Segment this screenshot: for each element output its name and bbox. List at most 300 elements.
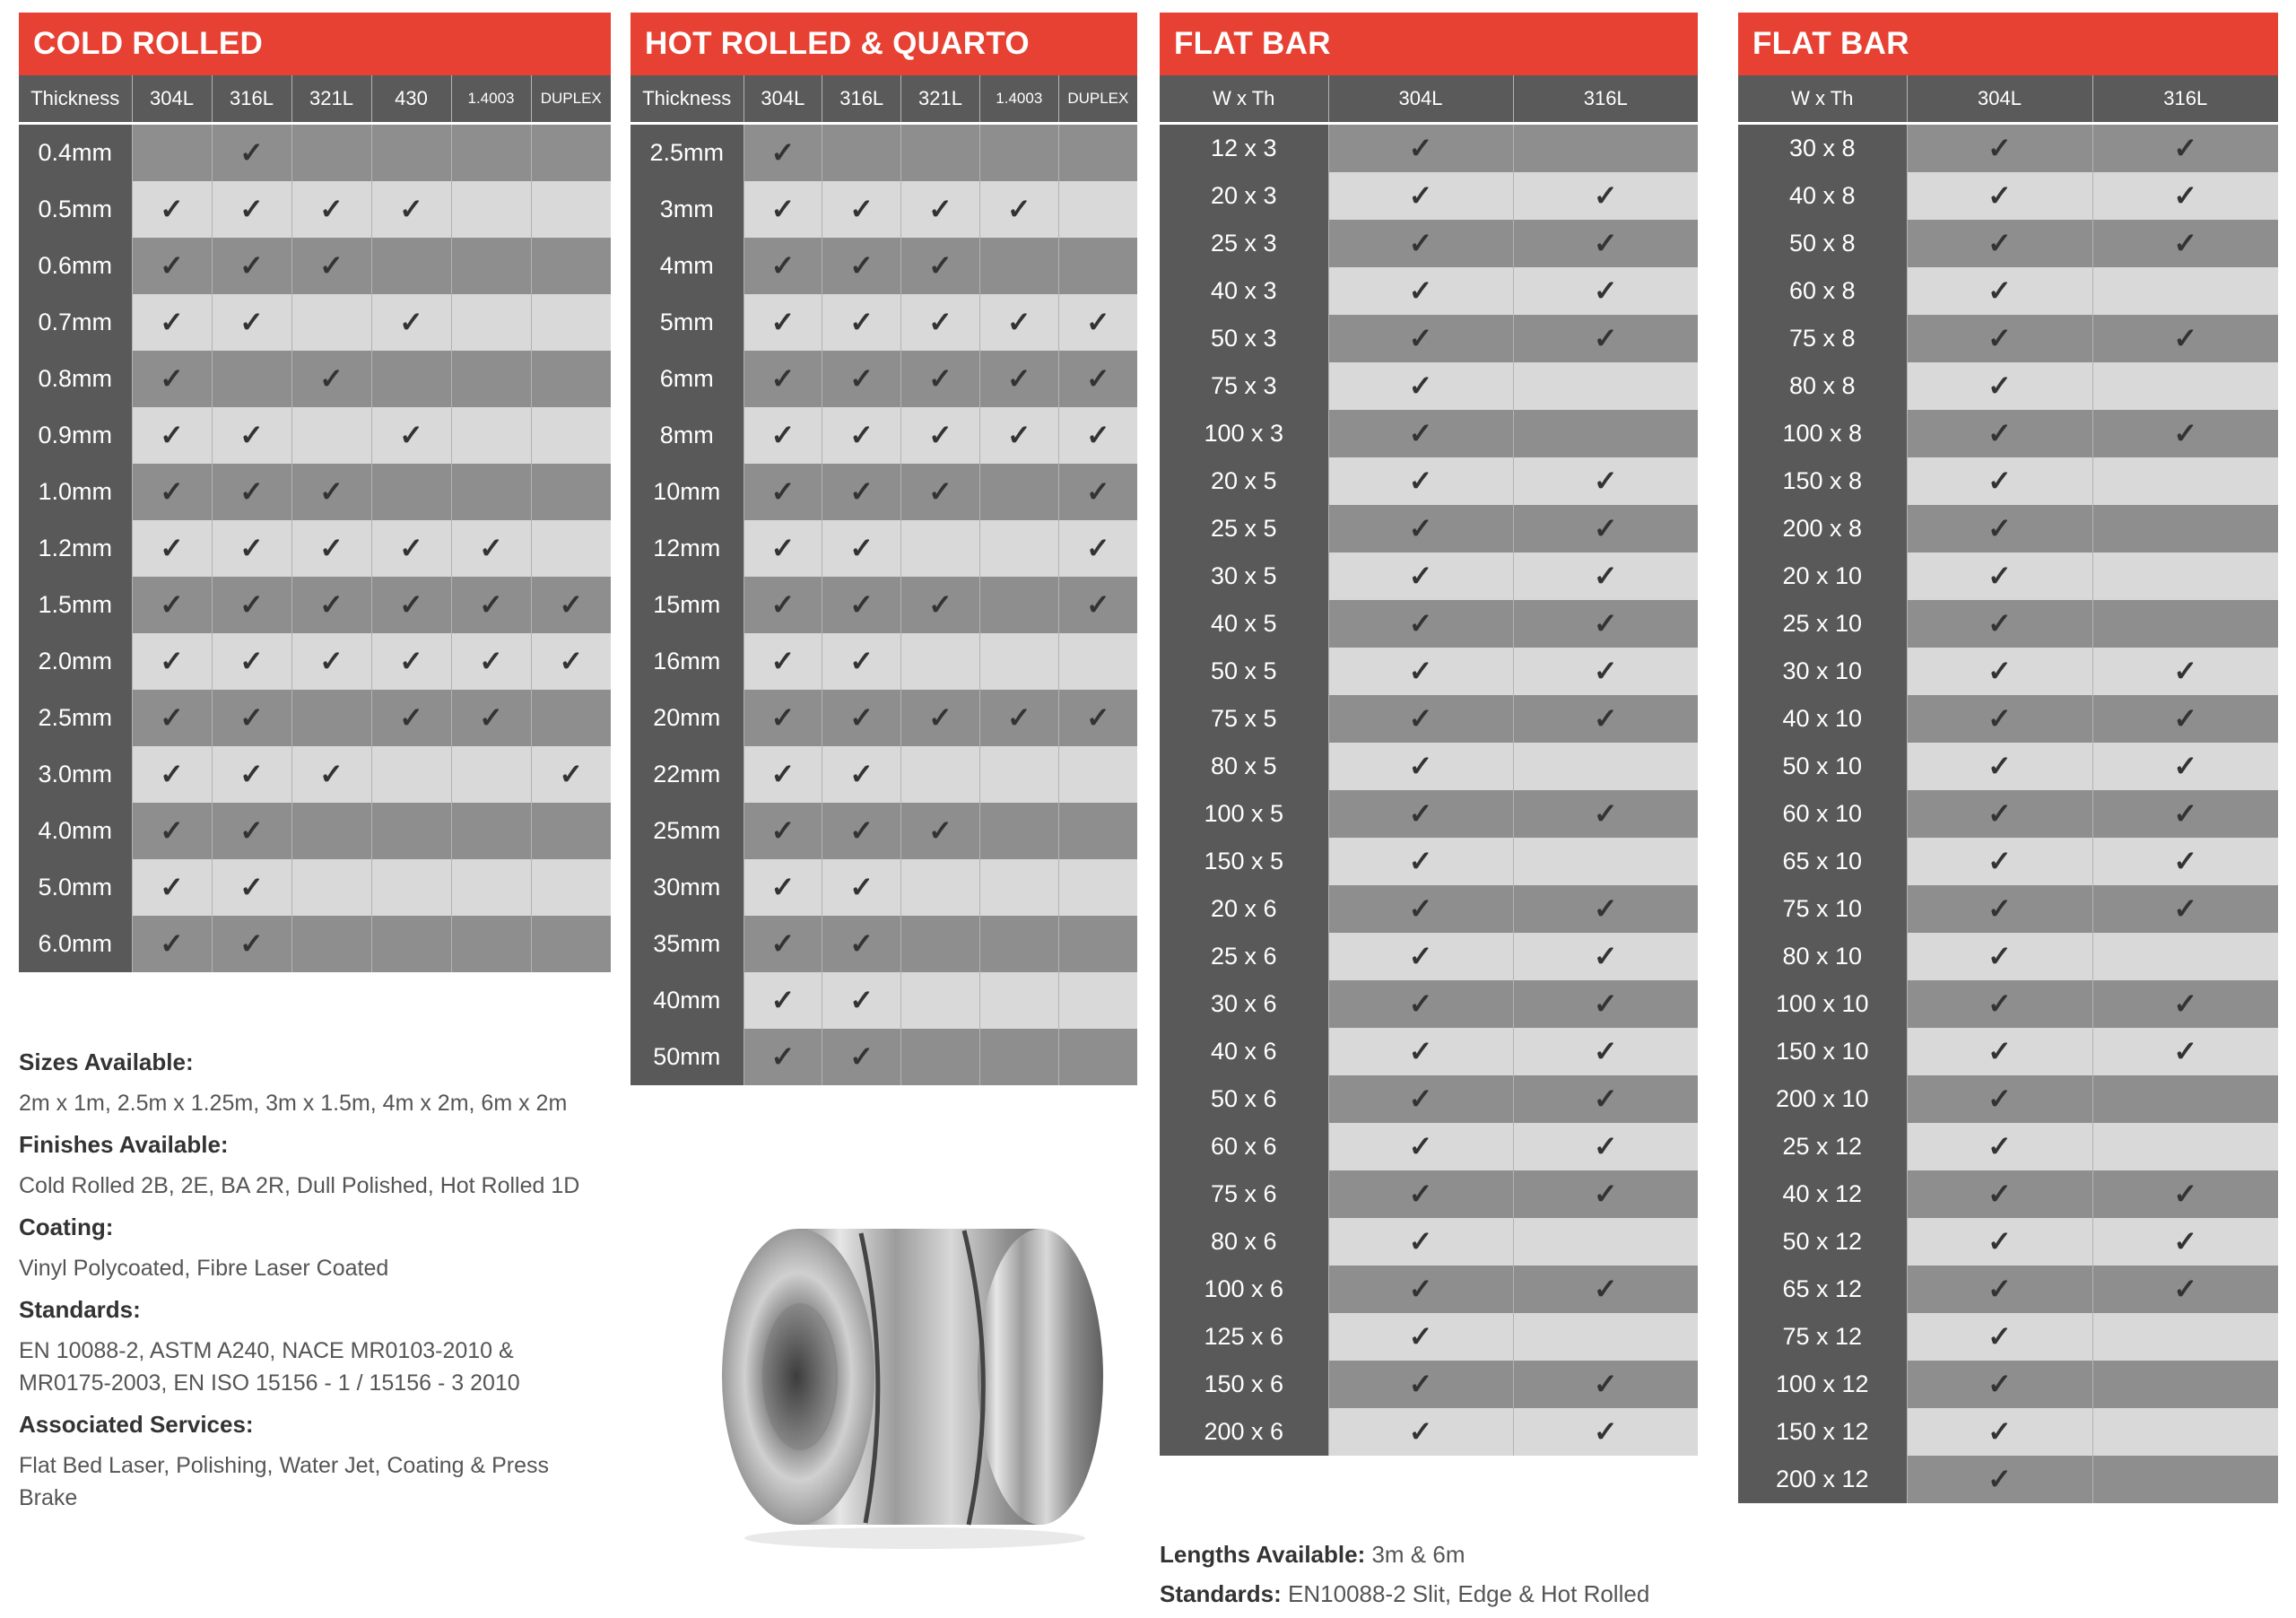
- row-label: 0.8mm: [19, 351, 132, 407]
- availability-cell: [531, 577, 611, 633]
- availability-cell: [212, 125, 291, 181]
- check-icon: ✓: [1408, 844, 1433, 877]
- check-icon: ✓: [1408, 1367, 1433, 1400]
- availability-cell: [291, 803, 371, 859]
- availability-cell: [979, 1029, 1058, 1085]
- availability-cell: [1328, 410, 1513, 457]
- header-row: [19, 75, 611, 122]
- table-row: [1160, 1313, 1698, 1361]
- availability-cell: [979, 972, 1058, 1029]
- flat-bar-standards-note: [1160, 1580, 1649, 1608]
- row-label: 50 x 6: [1160, 1075, 1328, 1123]
- table-row: [631, 520, 1137, 577]
- availability-cell: [1328, 838, 1513, 885]
- availability-cell: [2092, 505, 2278, 552]
- check-icon: ✓: [1408, 369, 1433, 402]
- availability-cell: [451, 746, 531, 803]
- availability-cell: [822, 746, 901, 803]
- availability-cell: [1328, 505, 1513, 552]
- check-icon: ✓: [160, 587, 184, 621]
- table-row: [1738, 600, 2278, 648]
- table-row: [1160, 648, 1698, 695]
- check-icon: ✓: [239, 248, 264, 282]
- column-header: Thickness: [19, 75, 132, 122]
- table-row: [631, 294, 1137, 351]
- row-label: 6mm: [631, 351, 744, 407]
- availability-cell: [1328, 362, 1513, 410]
- check-icon: ✓: [2173, 416, 2198, 449]
- check-icon: ✓: [849, 192, 874, 225]
- availability-cell: [1907, 457, 2092, 505]
- check-icon: ✓: [1408, 1129, 1433, 1162]
- check-icon: ✓: [1408, 131, 1433, 164]
- row-label: 100 x 10: [1738, 980, 1907, 1028]
- check-icon: ✓: [1987, 939, 2012, 972]
- table-row: [1160, 1408, 1698, 1456]
- availability-cell: [212, 803, 291, 859]
- table-row: [1738, 267, 2278, 315]
- check-icon: ✓: [1987, 987, 2012, 1020]
- hot-rolled-table: [631, 75, 1137, 1085]
- table-row: [1160, 362, 1698, 410]
- check-icon: ✓: [399, 418, 423, 451]
- availability-cell: [744, 294, 822, 351]
- availability-cell: [1058, 181, 1137, 238]
- availability-cell: [212, 181, 291, 238]
- availability-cell: [1907, 315, 2092, 362]
- availability-cell: [1328, 1075, 1513, 1123]
- row-label: 40 x 3: [1160, 267, 1328, 315]
- availability-cell: [1907, 790, 2092, 838]
- table-row: [1738, 648, 2278, 695]
- availability-cell: [2092, 1028, 2278, 1075]
- table-row: [1738, 695, 2278, 743]
- check-icon: ✓: [160, 757, 184, 790]
- check-icon: ✓: [1593, 939, 1618, 972]
- check-icon: ✓: [770, 1040, 796, 1073]
- availability-cell: [1513, 362, 1698, 410]
- availability-cell: [1907, 410, 2092, 457]
- availability-cell: [451, 690, 531, 746]
- check-icon: ✓: [849, 361, 874, 395]
- check-icon: ✓: [1408, 178, 1433, 212]
- availability-cell: [132, 859, 212, 916]
- availability-cell: [451, 520, 531, 577]
- table-row: [631, 859, 1137, 916]
- row-label: 80 x 8: [1738, 362, 1907, 410]
- row-label: 75 x 5: [1160, 695, 1328, 743]
- table-row: [19, 464, 611, 520]
- availability-cell: [132, 633, 212, 690]
- availability-cell: [132, 803, 212, 859]
- availability-cell: [1328, 1123, 1513, 1170]
- availability-cell: [132, 690, 212, 746]
- availability-cell: [901, 520, 980, 577]
- check-icon: ✓: [770, 983, 796, 1016]
- availability-cell: [979, 859, 1058, 916]
- availability-cell: [212, 351, 291, 407]
- check-icon: ✓: [1987, 1272, 2012, 1305]
- availability-cell: [1328, 1028, 1513, 1075]
- check-icon: ✓: [770, 644, 796, 677]
- check-icon: ✓: [160, 700, 184, 734]
- table-row: [1738, 362, 2278, 410]
- availability-cell: [291, 294, 371, 351]
- row-label: 150 x 10: [1738, 1028, 1907, 1075]
- check-icon: ✓: [770, 587, 796, 621]
- table-row: [1738, 933, 2278, 980]
- availability-cell: [2092, 457, 2278, 505]
- row-label: 20mm: [631, 690, 744, 746]
- availability-cell: [1328, 315, 1513, 362]
- availability-cell: [2092, 220, 2278, 267]
- availability-cell: [1328, 790, 1513, 838]
- availability-cell: [744, 972, 822, 1029]
- steel-coil-image: [700, 1193, 1121, 1552]
- availability-cell: [979, 746, 1058, 803]
- availability-cell: [901, 577, 980, 633]
- table-row: [1160, 267, 1698, 315]
- check-icon: ✓: [1987, 321, 2012, 354]
- availability-cell: [531, 803, 611, 859]
- availability-cell: [901, 125, 980, 181]
- availability-cell: [1328, 457, 1513, 505]
- row-label: 4mm: [631, 238, 744, 294]
- table-row: [1738, 315, 2278, 362]
- availability-cell: [291, 125, 371, 181]
- check-icon: ✓: [849, 418, 874, 451]
- table-row: [631, 916, 1137, 972]
- check-icon: ✓: [2173, 701, 2198, 735]
- availability-cell: [979, 464, 1058, 520]
- check-icon: ✓: [2173, 321, 2198, 354]
- table-row: [1160, 838, 1698, 885]
- availability-cell: [901, 238, 980, 294]
- availability-cell: [1328, 1218, 1513, 1266]
- cold-rolled-table: [19, 75, 611, 972]
- check-icon: ✓: [1408, 749, 1433, 782]
- availability-cell: [2092, 1361, 2278, 1408]
- check-icon: ✓: [1593, 321, 1618, 354]
- availability-cell: [2092, 1218, 2278, 1266]
- table-row: [19, 577, 611, 633]
- availability-cell: [2092, 600, 2278, 648]
- availability-cell: [1513, 885, 1698, 933]
- availability-cell: [291, 407, 371, 464]
- check-icon: ✓: [770, 700, 796, 734]
- column-header: 304L: [1328, 75, 1513, 122]
- availability-cell: [1907, 1218, 2092, 1266]
- lengths-label: Lengths Available:: [1160, 1541, 1366, 1568]
- check-icon: ✓: [1593, 511, 1618, 544]
- availability-cell: [531, 351, 611, 407]
- availability-cell: [2092, 315, 2278, 362]
- check-icon: ✓: [1408, 1034, 1433, 1067]
- availability-cell: [531, 746, 611, 803]
- table-row: [1738, 1123, 2278, 1170]
- check-icon: ✓: [2173, 1272, 2198, 1305]
- row-label: 150 x 6: [1160, 1361, 1328, 1408]
- table-row: [19, 803, 611, 859]
- table-row: [1738, 1028, 2278, 1075]
- availability-cell: [1058, 577, 1137, 633]
- availability-cell: [1907, 838, 2092, 885]
- check-icon: ✓: [1006, 305, 1031, 338]
- availability-cell: [1328, 1266, 1513, 1313]
- hot-rolled-title: HOT ROLLED & QUARTO: [631, 13, 1137, 75]
- check-icon: ✓: [849, 474, 874, 508]
- flat-bar-panel-1: [1160, 13, 1698, 1456]
- check-icon: ✓: [239, 757, 264, 790]
- row-label: 3mm: [631, 181, 744, 238]
- table-row: [631, 351, 1137, 407]
- availability-cell: [901, 690, 980, 746]
- row-label: 2.5mm: [19, 690, 132, 746]
- check-icon: ✓: [1593, 559, 1618, 592]
- availability-cell: [531, 633, 611, 690]
- row-label: 30 x 8: [1738, 125, 1907, 172]
- availability-cell: [822, 916, 901, 972]
- availability-cell: [1513, 933, 1698, 980]
- availability-cell: [2092, 172, 2278, 220]
- check-icon: ✓: [1987, 844, 2012, 877]
- row-label: 3.0mm: [19, 746, 132, 803]
- row-label: 20 x 10: [1738, 552, 1907, 600]
- availability-cell: [744, 746, 822, 803]
- table-row: [1160, 1123, 1698, 1170]
- availability-cell: [1907, 220, 2092, 267]
- row-label: 80 x 5: [1160, 743, 1328, 790]
- check-icon: ✓: [399, 587, 423, 621]
- column-header: 430: [371, 75, 451, 122]
- check-icon: ✓: [1593, 1034, 1618, 1067]
- availability-cell: [451, 577, 531, 633]
- availability-cell: [744, 690, 822, 746]
- availability-cell: [212, 633, 291, 690]
- column-header: 304L: [132, 75, 212, 122]
- check-icon: ✓: [239, 135, 264, 169]
- check-icon: ✓: [1593, 274, 1618, 307]
- availability-cell: [822, 972, 901, 1029]
- check-icon: ✓: [239, 926, 264, 960]
- availability-cell: [1907, 125, 2092, 172]
- column-header: DUPLEX: [531, 75, 611, 122]
- check-icon: ✓: [1593, 1367, 1618, 1400]
- availability-cell: [371, 633, 451, 690]
- availability-cell: [531, 690, 611, 746]
- row-label: 25mm: [631, 803, 744, 859]
- availability-cell: [132, 520, 212, 577]
- availability-cell: [212, 407, 291, 464]
- availability-cell: [2092, 1123, 2278, 1170]
- availability-cell: [451, 125, 531, 181]
- row-label: 100 x 5: [1160, 790, 1328, 838]
- availability-cell: [822, 238, 901, 294]
- row-label: 150 x 12: [1738, 1408, 1907, 1456]
- column-header: 1.4003: [451, 75, 531, 122]
- availability-cell: [1058, 859, 1137, 916]
- finishes-label: Finishes Available:: [19, 1131, 229, 1158]
- availability-cell: [132, 181, 212, 238]
- availability-cell: [1907, 552, 2092, 600]
- availability-cell: [371, 916, 451, 972]
- row-label: 200 x 12: [1738, 1456, 1907, 1503]
- availability-cell: [1907, 1075, 2092, 1123]
- availability-cell: [2092, 1266, 2278, 1313]
- flat-bar-table-2: [1738, 75, 2278, 1503]
- check-icon: ✓: [1085, 531, 1110, 564]
- table-row: [1160, 410, 1698, 457]
- row-label: 0.4mm: [19, 125, 132, 181]
- availability-cell: [451, 803, 531, 859]
- availability-cell: [1513, 743, 1698, 790]
- availability-cell: [901, 181, 980, 238]
- standards-label: Standards:: [19, 1296, 141, 1323]
- table-row: [631, 125, 1137, 181]
- flat-bar-panel-2: [1738, 13, 2278, 1503]
- check-icon: ✓: [239, 813, 264, 847]
- check-icon: ✓: [849, 1040, 874, 1073]
- check-icon: ✓: [1408, 511, 1433, 544]
- check-icon: ✓: [1085, 700, 1110, 734]
- availability-cell: [822, 181, 901, 238]
- availability-cell: [822, 464, 901, 520]
- table-row: [1738, 885, 2278, 933]
- row-label: 30 x 5: [1160, 552, 1328, 600]
- availability-cell: [1513, 1123, 1698, 1170]
- table-row: [1160, 1266, 1698, 1313]
- availability-cell: [451, 407, 531, 464]
- row-label: 0.5mm: [19, 181, 132, 238]
- row-label: 100 x 6: [1160, 1266, 1328, 1313]
- availability-cell: [979, 690, 1058, 746]
- table-row: [19, 125, 611, 181]
- availability-cell: [1328, 600, 1513, 648]
- table-row: [19, 294, 611, 351]
- check-icon: ✓: [849, 587, 874, 621]
- availability-cell: [2092, 267, 2278, 315]
- table-row: [19, 859, 611, 916]
- availability-cell: [1907, 695, 2092, 743]
- table-row: [1738, 1075, 2278, 1123]
- check-icon: ✓: [319, 192, 344, 225]
- availability-cell: [1328, 220, 1513, 267]
- check-icon: ✓: [1987, 796, 2012, 830]
- availability-cell: [132, 916, 212, 972]
- availability-cell: [371, 294, 451, 351]
- table-row: [1160, 933, 1698, 980]
- availability-cell: [744, 577, 822, 633]
- column-header: 316L: [1513, 75, 1698, 122]
- lengths-value: 3m & 6m: [1371, 1541, 1465, 1568]
- availability-cell: [1513, 1170, 1698, 1218]
- check-icon: ✓: [239, 870, 264, 903]
- check-icon: ✓: [1593, 226, 1618, 259]
- availability-cell: [1907, 1123, 2092, 1170]
- check-icon: ✓: [1987, 1177, 2012, 1210]
- table-row: [1160, 1361, 1698, 1408]
- check-icon: ✓: [849, 870, 874, 903]
- row-label: 40mm: [631, 972, 744, 1029]
- check-icon: ✓: [1006, 700, 1031, 734]
- check-icon: ✓: [1987, 559, 2012, 592]
- availability-cell: [1907, 743, 2092, 790]
- availability-cell: [212, 746, 291, 803]
- table-row: [1160, 1028, 1698, 1075]
- row-label: 40 x 12: [1738, 1170, 1907, 1218]
- availability-cell: [744, 125, 822, 181]
- table-row: [1738, 172, 2278, 220]
- check-icon: ✓: [1987, 464, 2012, 497]
- availability-cell: [132, 746, 212, 803]
- row-label: 30 x 10: [1738, 648, 1907, 695]
- table-row: [1738, 410, 2278, 457]
- availability-cell: [744, 181, 822, 238]
- row-label: 8mm: [631, 407, 744, 464]
- availability-cell: [212, 859, 291, 916]
- row-label: 75 x 3: [1160, 362, 1328, 410]
- check-icon: ✓: [1593, 1177, 1618, 1210]
- check-icon: ✓: [160, 418, 184, 451]
- table-row: [1160, 1170, 1698, 1218]
- availability-cell: [901, 972, 980, 1029]
- table-row: [1160, 600, 1698, 648]
- row-label: 80 x 6: [1160, 1218, 1328, 1266]
- availability-cell: [901, 294, 980, 351]
- check-icon: ✓: [2173, 844, 2198, 877]
- availability-cell: [531, 916, 611, 972]
- check-icon: ✓: [160, 870, 184, 903]
- table-row: [19, 690, 611, 746]
- availability-cell: [1907, 1028, 2092, 1075]
- check-icon: ✓: [1408, 559, 1433, 592]
- row-label: 6.0mm: [19, 916, 132, 972]
- check-icon: ✓: [928, 305, 952, 338]
- check-icon: ✓: [1006, 418, 1031, 451]
- availability-cell: [1907, 1266, 2092, 1313]
- row-label: 75 x 6: [1160, 1170, 1328, 1218]
- availability-cell: [1328, 1170, 1513, 1218]
- row-label: 125 x 6: [1160, 1313, 1328, 1361]
- table-row: [1160, 125, 1698, 172]
- availability-cell: [901, 916, 980, 972]
- check-icon: ✓: [1593, 654, 1618, 687]
- check-icon: ✓: [1408, 606, 1433, 639]
- availability-cell: [1907, 172, 2092, 220]
- check-icon: ✓: [1987, 749, 2012, 782]
- availability-cell: [822, 520, 901, 577]
- cold-rolled-panel: [19, 13, 611, 972]
- check-icon: ✓: [2173, 131, 2198, 164]
- check-icon: ✓: [1987, 1224, 2012, 1257]
- table-row: [1738, 552, 2278, 600]
- check-icon: ✓: [160, 192, 184, 225]
- check-icon: ✓: [1408, 226, 1433, 259]
- check-icon: ✓: [319, 531, 344, 564]
- check-icon: ✓: [1987, 1034, 2012, 1067]
- availability-cell: [1058, 1029, 1137, 1085]
- check-icon: ✓: [770, 135, 796, 169]
- flat-bar-table-1: [1160, 75, 1698, 1456]
- row-label: 35mm: [631, 916, 744, 972]
- check-icon: ✓: [928, 813, 952, 847]
- availability-cell: [1513, 648, 1698, 695]
- row-label: 150 x 8: [1738, 457, 1907, 505]
- table-row: [631, 407, 1137, 464]
- availability-cell: [1328, 743, 1513, 790]
- check-icon: ✓: [1593, 1414, 1618, 1448]
- check-icon: ✓: [399, 700, 423, 734]
